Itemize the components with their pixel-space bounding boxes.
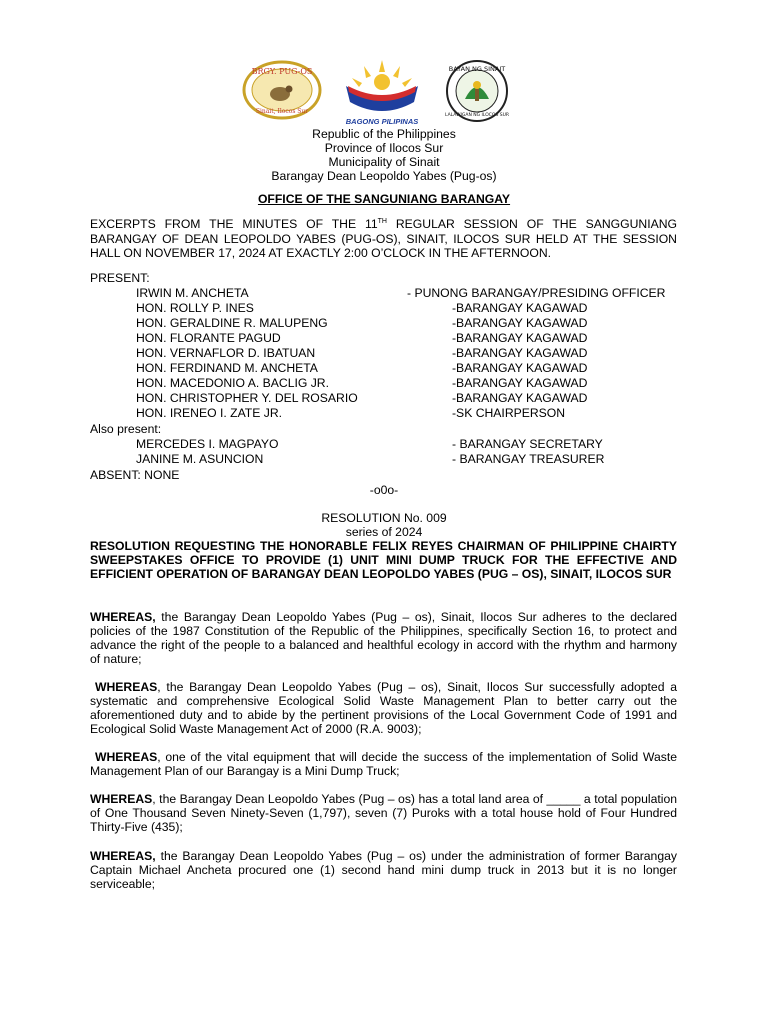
- whereas-clause: [90, 750, 677, 778]
- excerpt-part2: REGULAR SESSION OF THE SANGGUNIANG BARANGAY OF DEAN LEOPOLDO YABES (PUG-OS), SINAIT, ILOCOS SUR HELD AT THE SESSION HALL ON NOVEMBER 17, 2024 AT EXACTLY 2:00 O’CLOCK IN THE AFTERNOON.: [90, 217, 677, 260]
- attendee-role: -BARANGAY KAGAWAD: [452, 331, 588, 345]
- absent-line: ABSENT: NONE: [90, 468, 180, 482]
- attendee-role: -BARANGAY KAGAWAD: [452, 376, 588, 390]
- separator: -o0o-: [369, 483, 399, 497]
- header-municipality: Municipality of Sinait: [328, 155, 440, 169]
- whereas-text: the Barangay Dean Leopoldo Yabes (Pug – os), Sinait, Ilocos Sur adheres to the declared policies of the 1987 Constitution of the Republic of the Philippines, specifically Section 16, to protect and advance the right of the people to a balanced and healthful ecology in accord with the rhythm and harmony of nature;: [90, 610, 677, 666]
- attendee-name: HON. FERDINAND M. ANCHETA: [136, 361, 318, 375]
- svg-text:Sinait, Ilocos Sur: Sinait, Ilocos Sur: [255, 108, 309, 115]
- whereas-lead: WHEREAS: [90, 792, 153, 806]
- attendee-role: - BARANGAY SECRETARY: [452, 437, 603, 451]
- svg-text:LALAWIGAN NG ILOCOS SUR: LALAWIGAN NG ILOCOS SUR: [444, 113, 510, 118]
- attendee-name: HON. VERNAFLOR D. IBATUAN: [136, 346, 316, 360]
- whereas-clause: [90, 849, 677, 891]
- attendee-role: -BARANGAY KAGAWAD: [452, 346, 588, 360]
- attendee-role: -BARANGAY KAGAWAD: [452, 301, 588, 315]
- also-present-label: Also present:: [90, 422, 162, 436]
- attendee-name: HON. GERALDINE R. MALUPENG: [136, 316, 328, 330]
- attendee-role: -BARANGAY KAGAWAD: [452, 361, 588, 375]
- attendee-name: HON. CHRISTOPHER Y. DEL ROSARIO: [136, 391, 358, 405]
- resolution-title: RESOLUTION REQUESTING THE HONORABLE FELIX REYES CHAIRMAN OF PHILIPPINE CHAIRTY SWEEPSTAKES OFFICE TO PROVIDE (1) UNIT MINI DUMP TRUCK FOR THE EFFECTIVE AND EFFICIENT OPERATION OF BARANGAY DEAN LEOPOLDO YABES (PUG – OS), SINAIT, ILOCOS SUR: [90, 539, 677, 581]
- whereas-clause: [90, 680, 677, 736]
- attendee-role: - PUNONG BARANGAY/PRESIDING OFFICER: [407, 286, 666, 300]
- municipal-seal-logo: [438, 59, 516, 123]
- whereas-lead: WHEREAS,: [90, 849, 156, 863]
- attendee-name: JANINE M. ASUNCION: [136, 452, 264, 466]
- svg-text:BAGONG PILIPINAS: BAGONG PILIPINAS: [345, 117, 419, 126]
- whereas-text: , the Barangay Dean Leopoldo Yabes (Pug – os) has a total land area of _____ a total population of One Thousand Seven Ninety-Seven (1,797), seven (7) Puroks with a total house hold of Four Hundred Thirty-Five (435);: [90, 792, 677, 834]
- attendee-role: -BARANGAY KAGAWAD: [452, 391, 588, 405]
- attendee-name: HON. ROLLY P. INES: [136, 301, 254, 315]
- whereas-clause: [90, 792, 677, 834]
- whereas-text: , the Barangay Dean Leopoldo Yabes (Pug – os), Sinait, Ilocos Sur successfully adopted a systematic and comprehensive Ecological Solid Waste Management Plan to better carry out the aforementioned duty and to abide by the pertinent provisions of the Local Government Code of 1991 and Ecological Solid Waste Management Act of 2000 (R.A. 9003);: [90, 680, 677, 736]
- attendee-name: HON. IRENEO I. ZATE JR.: [136, 406, 283, 420]
- whereas-text: , one of the vital equipment that will decide the success of the implementation of Solid Waste Management Plan of our Barangay is a Mini Dump Truck;: [90, 750, 677, 778]
- excerpt-ordinal-suffix: TH: [377, 218, 387, 225]
- attendee-role: -SK CHAIRPERSON: [452, 406, 566, 420]
- resolution-series: series of 2024: [345, 525, 423, 539]
- present-label: PRESENT:: [90, 271, 150, 285]
- header-country: Republic of the Philippines: [312, 127, 456, 141]
- attendee-role: - BARANGAY TREASURER: [452, 452, 605, 466]
- excerpt-part1: EXCERPTS FROM THE MINUTES OF THE 11: [90, 217, 378, 231]
- attendee-name: MERCEDES I. MAGPAYO: [136, 437, 279, 451]
- attendee-name: HON. FLORANTE PAGUD: [136, 331, 281, 345]
- office-title: OFFICE OF THE SANGUNIANG BARANGAY: [257, 192, 511, 206]
- whereas-text: the Barangay Dean Leopoldo Yabes (Pug – os) under the administration of former Barangay Captain Michael Ancheta procured one (1) second hand mini dump truck in 2013 but it is no longer serviceable;: [90, 849, 677, 891]
- header-logos: [0, 58, 768, 126]
- excerpt-paragraph: [90, 217, 677, 261]
- header-province: Province of Ilocos Sur: [324, 141, 444, 155]
- whereas-lead: WHEREAS: [95, 750, 158, 764]
- svg-text:BAYAN NG SINAIT: BAYAN NG SINAIT: [448, 65, 506, 73]
- whereas-lead: WHEREAS: [95, 680, 158, 694]
- bagong-pilipinas-logo: [334, 58, 430, 126]
- barangay-seal-logo: [242, 60, 322, 120]
- whereas-lead: WHEREAS,: [90, 610, 156, 624]
- header-barangay: Barangay Dean Leopoldo Yabes (Pug-os): [271, 169, 497, 183]
- attendee-name: HON. MACEDONIO A. BACLIG JR.: [136, 376, 329, 390]
- whereas-clause: [90, 610, 677, 666]
- attendee-name: IRWIN M. ANCHETA: [136, 286, 249, 300]
- resolution-number: RESOLUTION No. 009: [321, 511, 447, 525]
- svg-text:BRGY. PUG-OS: BRGY. PUG-OS: [251, 67, 313, 76]
- attendee-role: -BARANGAY KAGAWAD: [452, 316, 588, 330]
